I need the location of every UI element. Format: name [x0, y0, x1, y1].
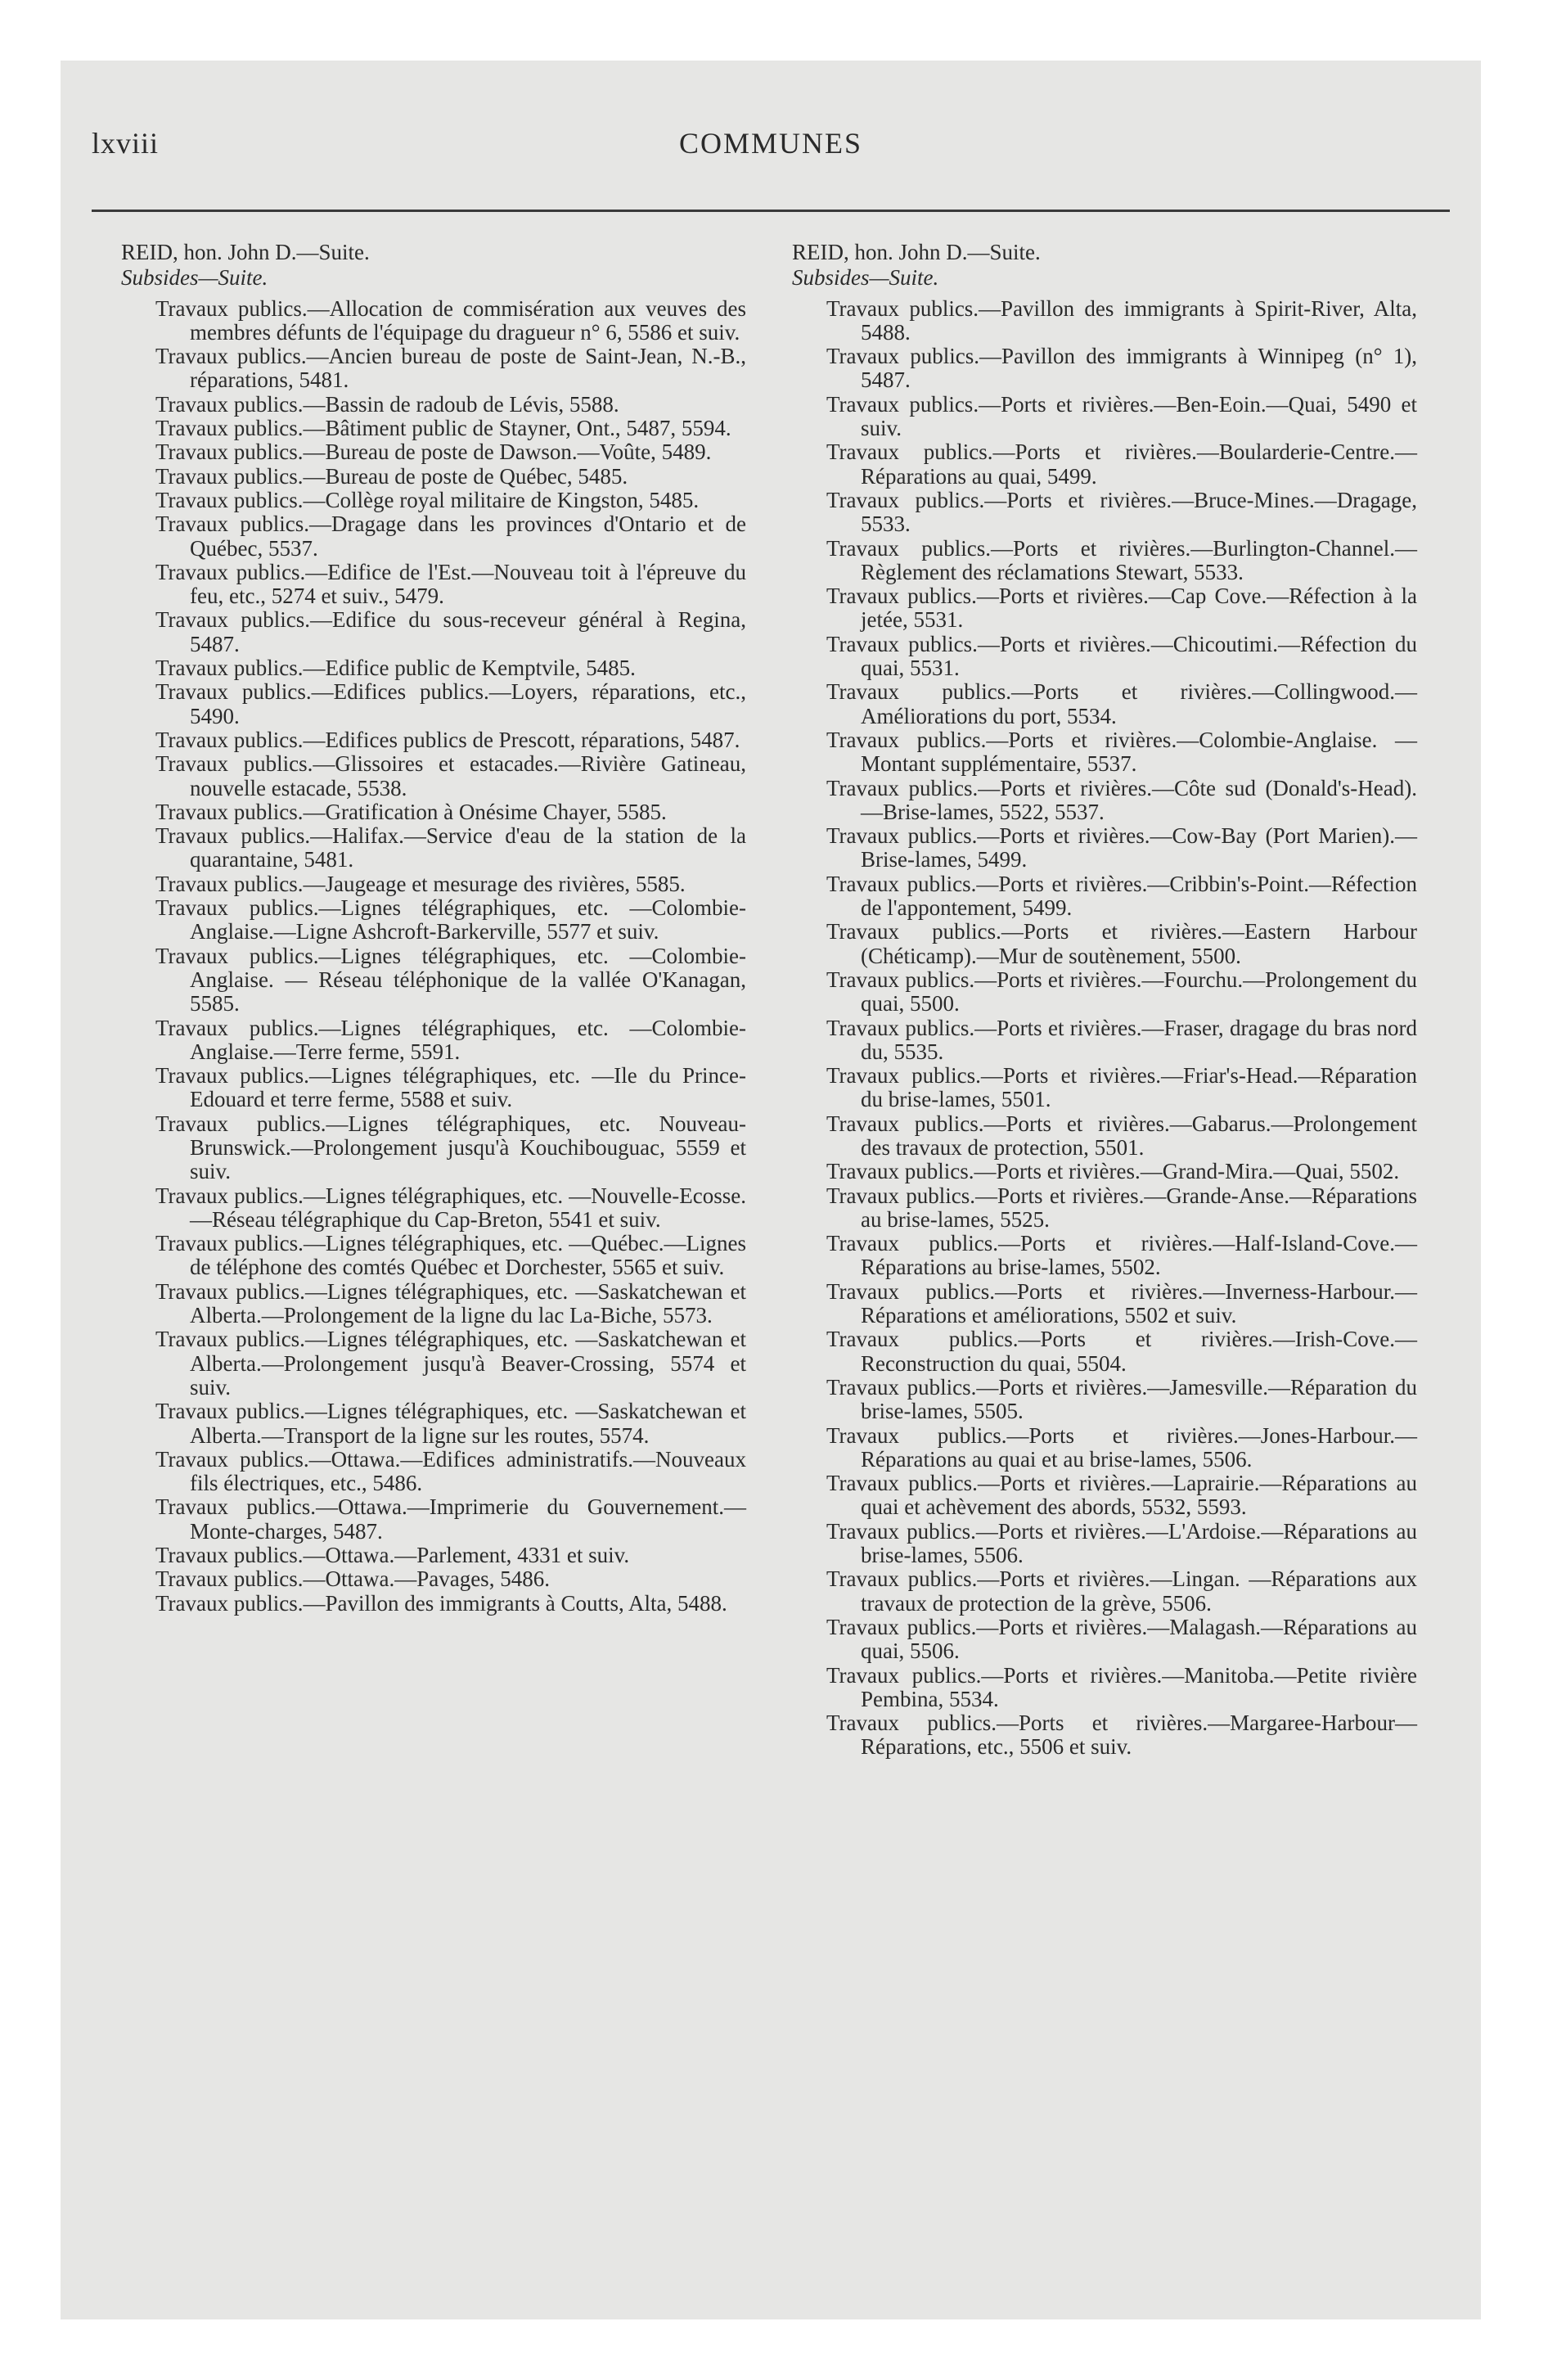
index-entry: Travaux publics.—Edifice public de Kemptvile, 5485.: [155, 656, 636, 681]
index-entry: Travaux publics.—Ports et rivières.—Cap Cove.—Réfection à la jetée, 5531.: [826, 584, 1417, 633]
right-column: [792, 241, 1417, 1760]
index-entry: Travaux publics.—Lignes télégraphiques, etc. —Colombie-Anglaise.—Terre ferme, 5591.: [155, 1015, 746, 1064]
right-entry-list: [792, 297, 1417, 1760]
index-entry: Travaux publics.—Ports et rivières.—Burlington-Channel.—Règlement des réclamations Stewart, 5533.: [826, 535, 1417, 584]
page-folio: lxviii: [92, 127, 160, 160]
index-entry: Travaux publics.—Ports et rivières.—Grande-Anse.—Réparations au brise-lames, 5525.: [826, 1183, 1417, 1232]
index-entry: Travaux publics.—Ports et rivières.—Fourchu.—Prolongement du quai, 5500.: [826, 967, 1417, 1016]
index-entry: Travaux publics.—Ports et rivières.—Fraser, dragage du bras nord du, 5535.: [826, 1015, 1417, 1064]
index-entry: Travaux publics.—Pavillon des immigrants à Winnipeg (n° 1), 5487.: [826, 344, 1417, 393]
left-column: [121, 241, 746, 1616]
index-entry: Travaux publics.—Lignes télégraphiques, etc. —Saskatchewan et Alberta.—Prolongement de la ligne du lac La-Biche, 5573.: [155, 1278, 746, 1328]
index-entry: Travaux publics.—Ports et rivières.—Cribbin's-Point.—Réfection de l'appontement, 5499.: [826, 871, 1417, 921]
left-column-heading: REID, hon. John D.—Suite.: [121, 240, 370, 264]
index-entry: Travaux publics.—Pavillon des immigrants à Spirit-River, Alta, 5488.: [826, 295, 1417, 345]
index-entry: Travaux publics.—Ports et rivières.—Half-Island-Cove.—Réparations au brise-lames, 5502.: [826, 1231, 1417, 1280]
index-entry: Travaux publics.—Ports et rivières.—Eastern Harbour (Chéticamp).—Mur de soutènement, 5500.: [826, 919, 1417, 968]
index-entry: Travaux publics.—Lignes télégraphiques, etc. —Saskatchewan et Alberta.—Prolongement jusqu'à Beaver-Crossing, 5574 et suiv.: [155, 1327, 746, 1400]
index-entry: Travaux publics.—Ports et rivières.—Inverness-Harbour.—Réparations et améliorations, 5502 et suiv.: [826, 1278, 1417, 1328]
index-entry: Travaux publics.—Ancien bureau de poste de Saint-Jean, N.-B., réparations, 5481.: [155, 344, 746, 393]
index-entry: Travaux publics.—Ports et rivières.—Margaree-Harbour—Réparations, etc., 5506 et suiv.: [826, 1711, 1417, 1760]
index-entry: Travaux publics.—Ports et rivières.—Manitoba.—Petite rivière Pembina, 5534.: [826, 1662, 1417, 1711]
right-column-subheading: [792, 266, 1417, 290]
scanned-page: [61, 61, 1481, 2319]
index-entry: Travaux publics.—Ports et rivières.—Gabarus.—Prolongement des travaux de protection, 5501.: [826, 1111, 1417, 1160]
index-entry: Travaux publics.—Edifices publics.—Loyers, réparations, etc., 5490.: [155, 679, 746, 728]
index-entry: Travaux publics.—Gratification à Onésime Chayer, 5585.: [155, 799, 667, 824]
index-entry: Travaux publics.—Lignes télégraphiques, etc. —Colombie-Anglaise. — Réseau téléphonique de la vallée O'Kanagan, 5585.: [155, 943, 746, 1016]
right-subheading-text: Subsides—Suite.: [792, 265, 939, 291]
index-entry: Travaux publics.—Edifice de l'Est.—Nouveau toit à l'épreuve du feu, etc., 5274 et suiv., 5479.: [155, 559, 746, 609]
index-entry: Travaux publics.—Bureau de poste de Québec, 5485.: [155, 463, 628, 489]
index-entry: Travaux publics.—Ports et rivières.—L'Ardoise.—Réparations au brise-lames, 5506.: [826, 1518, 1417, 1568]
left-column-subheading: [121, 266, 746, 290]
index-entry: Travaux publics.—Ports et rivières.—Friar's-Head.—Réparation du brise-lames, 5501.: [826, 1063, 1417, 1112]
page-running-title: COMMUNES: [678, 127, 863, 160]
index-entry: Travaux publics.—Ports et rivières.—Malagash.—Réparations au quai, 5506.: [826, 1614, 1417, 1664]
index-entry: Travaux publics.—Ports et rivières.—Grand-Mira.—Quai, 5502.: [826, 1159, 1400, 1184]
header-rule: [92, 210, 1450, 212]
index-entry: Travaux publics.—Halifax.—Service d'eau de la station de la quarantaine, 5481.: [155, 823, 746, 872]
index-entry: Travaux publics.—Pavillon des immigrants à Coutts, Alta, 5488.: [155, 1590, 727, 1616]
index-entry: Travaux publics.—Bassin de radoub de Lévis, 5588.: [155, 391, 619, 417]
left-subheading-text: Subsides—Suite.: [121, 265, 268, 291]
index-entry: Travaux publics.—Ports et rivières.—Chicoutimi.—Réfection du quai, 5531.: [826, 631, 1417, 681]
index-entry: Travaux publics.—Edifices publics de Prescott, réparations, 5487.: [155, 727, 740, 752]
index-entry: Travaux publics.—Ports et rivières.—Lingan. —Réparations aux travaux de protection de la grève, 5506.: [826, 1566, 1417, 1616]
index-entry: Travaux publics.—Ottawa.—Imprimerie du Gouvernement.—Monte-charges, 5487.: [155, 1494, 746, 1544]
index-entry: Travaux publics.—Glissoires et estacades.—Rivière Gatineau, nouvelle estacade, 5538.: [155, 751, 746, 800]
index-entry: Travaux publics.—Ports et rivières.—Bruce-Mines.—Dragage, 5533.: [826, 487, 1417, 537]
index-entry: Travaux publics.—Bureau de poste de Dawson.—Voûte, 5489.: [155, 439, 712, 465]
index-entry: Travaux publics.—Ports et rivières.—Collingwood.—Améliorations du port, 5534.: [826, 679, 1417, 728]
index-entry: Travaux publics.—Ports et rivières.—Côte sud (Donald's-Head).—Brise-lames, 5522, 5537.: [826, 775, 1417, 824]
index-entry: Travaux publics.—Ports et rivières.—Laprairie.—Réparations au quai et achèvement des abords, 5532, 5593.: [826, 1471, 1417, 1520]
index-entry: Travaux publics.—Lignes télégraphiques, etc. —Québec.—Lignes de téléphone des comtés Québec et Dorchester, 5565 et suiv.: [155, 1231, 746, 1280]
index-entry: Travaux publics.—Ottawa.—Edifices administratifs.—Nouveaux fils électriques, etc., 5486.: [155, 1446, 746, 1496]
index-entry: Travaux publics.—Jaugeage et mesurage des rivières, 5585.: [155, 871, 686, 896]
index-entry: Travaux publics.—Bâtiment public de Stayner, Ont., 5487, 5594.: [155, 416, 731, 441]
index-entry: Travaux publics.—Lignes télégraphiques, etc. —Colombie-Anglaise.—Ligne Ashcroft-Barkerville, 5577 et suiv.: [155, 895, 746, 944]
index-entry: Travaux publics.—Ports et rivières.—Boularderie-Centre.—Réparations au quai, 5499.: [826, 439, 1417, 489]
right-column-heading: REID, hon. John D.—Suite.: [792, 240, 1041, 264]
index-entry: Travaux publics.—Ports et rivières.—Ben-Eoin.—Quai, 5490 et suiv.: [826, 391, 1417, 441]
index-entry: Travaux publics.—Allocation de commisération aux veuves des membres défunts de l'équipage du dragueur n° 6, 5586 et suiv.: [155, 295, 746, 345]
index-entry: Travaux publics.—Ports et rivières.—Jamesville.—Réparation du brise-lames, 5505.: [826, 1374, 1417, 1424]
index-entry: Travaux publics.—Edifice du sous-receveur général à Regina, 5487.: [155, 607, 746, 656]
index-entry: Travaux publics.—Lignes télégraphiques, etc. —Ile du Prince-Edouard et terre ferme, 5588 et suiv.: [155, 1063, 746, 1112]
index-entry: Travaux publics.—Lignes télégraphiques, etc. Nouveau-Brunswick.—Prolongement jusqu'à Kouchibouguac, 5559 et suiv.: [155, 1111, 746, 1184]
index-entry: Travaux publics.—Collège royal militaire de Kingston, 5485.: [155, 487, 700, 512]
index-entry: Travaux publics.—Dragage dans les provinces d'Ontario et de Québec, 5537.: [155, 512, 746, 561]
index-entry: Travaux publics.—Ottawa.—Parlement, 4331 et suiv.: [155, 1543, 630, 1568]
left-entry-list: [121, 297, 746, 1616]
index-entry: Travaux publics.—Lignes télégraphiques, etc. —Nouvelle-Ecosse.—Réseau télégraphique du Cap-Breton, 5541 et suiv.: [155, 1183, 746, 1232]
index-entry: Travaux publics.—Ports et rivières.—Colombie-Anglaise. — Montant supplémentaire, 5537.: [826, 727, 1417, 777]
index-entry: Travaux publics.—Lignes télégraphiques, etc. —Saskatchewan et Alberta.—Transport de la ligne sur les routes, 5574.: [155, 1399, 746, 1448]
index-entry: Travaux publics.—Ports et rivières.—Irish-Cove.—Reconstruction du quai, 5504.: [826, 1327, 1417, 1376]
index-entry: Travaux publics.—Ports et rivières.—Jones-Harbour.—Réparations au quai et au brise-lames, 5506.: [826, 1422, 1417, 1472]
index-entry: Travaux publics.—Ottawa.—Pavages, 5486.: [155, 1566, 550, 1592]
index-entry: Travaux publics.—Ports et rivières.—Cow-Bay (Port Marien).—Brise-lames, 5499.: [826, 823, 1417, 872]
